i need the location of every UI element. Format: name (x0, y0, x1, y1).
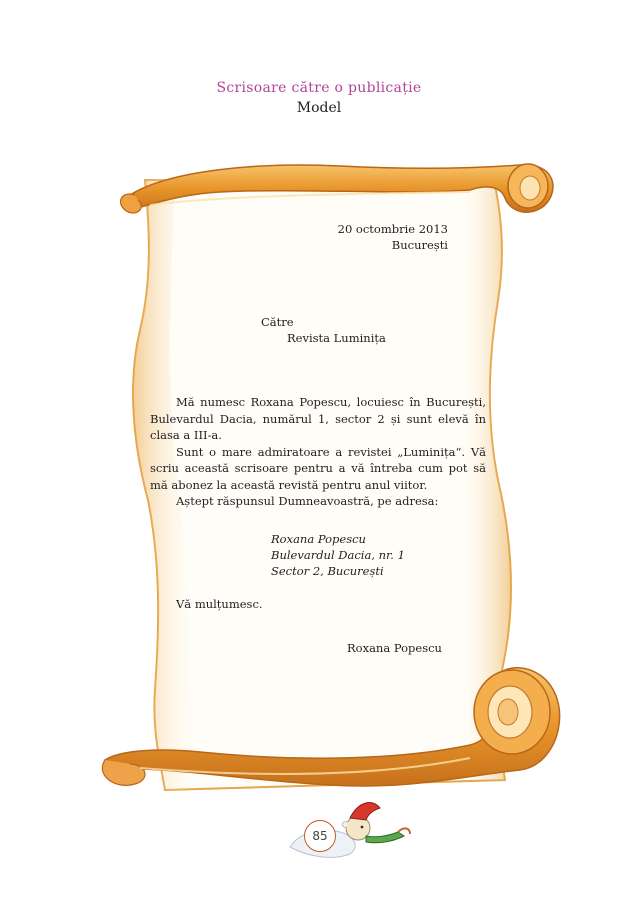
signature: Roxana Popescu (347, 641, 442, 655)
address-line: Bulevardul Dacia, nr. 1 (271, 548, 405, 562)
letter-body (150, 394, 486, 510)
letter-date: 20 octombrie 2013 (337, 222, 448, 236)
page-number: 85 (304, 820, 336, 852)
recipient-name: Revista Luminița (287, 331, 386, 345)
closing-thanks: Vă mulțumesc. (176, 597, 263, 611)
letter-paragraph: Mă numesc Roxana Popescu, locuiesc în București, Bulevardul Dacia, numărul 1, sector 2 și sunt elevă în clasa a III-a. (150, 395, 486, 442)
letter-city: București (391, 238, 448, 252)
address-line: Roxana Popescu (271, 532, 366, 546)
page-subtitle: Model (296, 100, 342, 116)
recipient-label: Către (261, 315, 294, 329)
address-line: Sector 2, București (271, 564, 384, 578)
letter-paragraph: Aștept răspunsul Dumneavoastră, pe adresa: (176, 494, 439, 508)
elf-mascot-illustration (280, 792, 420, 862)
letter-paragraph: Sunt o mare admiratoare a revistei „Luminița“. Vă scriu această scrisoare pentru a vă întreba cum pot să mă abonez la această revistă pentru anul viitor. (150, 444, 486, 492)
page-title: Scrisoare către o publicație (216, 80, 422, 96)
